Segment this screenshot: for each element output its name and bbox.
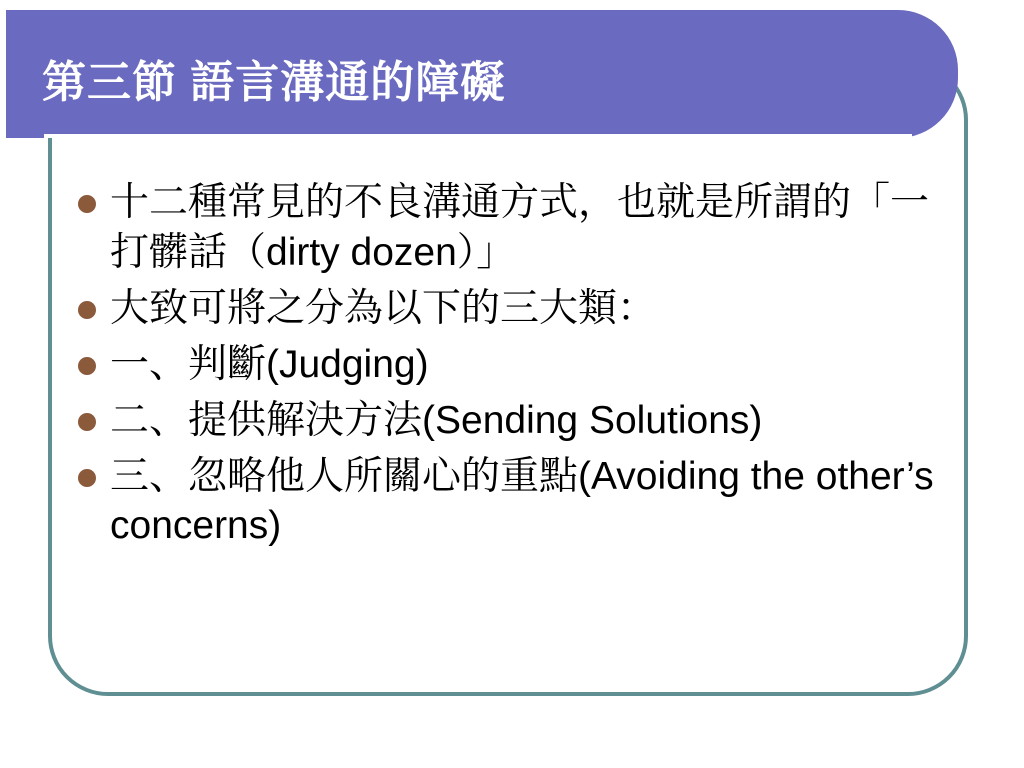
list-item-label: 大致可將之分為以下的三大類：	[110, 286, 657, 330]
title-divider	[44, 134, 912, 138]
list-item-label: 十二種常見的不良溝通方式，也就是所謂的「一打髒話（dirty dozen）」	[110, 181, 930, 274]
list-item	[78, 340, 958, 390]
bullet-dot-icon	[78, 413, 96, 431]
list-item-label: 一、判斷(Judging)	[110, 342, 429, 386]
bullet-dot-icon	[78, 195, 96, 213]
list-item	[78, 396, 958, 446]
page-title: 第三節 語言溝通的障礙	[42, 58, 506, 107]
bullet-list	[78, 178, 958, 557]
list-item	[78, 178, 958, 278]
bullet-dot-icon	[78, 301, 96, 319]
bullet-dot-icon	[78, 357, 96, 375]
title-banner	[6, 10, 958, 138]
list-item-label: 三、忽略他人所關心的重點(Avoiding the other’s concerns)	[110, 454, 934, 548]
bullet-dot-icon	[78, 469, 96, 487]
list-item	[78, 452, 958, 552]
list-item	[78, 284, 958, 334]
list-item-label: 二、提供解決方法(Sending Solutions)	[110, 398, 763, 442]
